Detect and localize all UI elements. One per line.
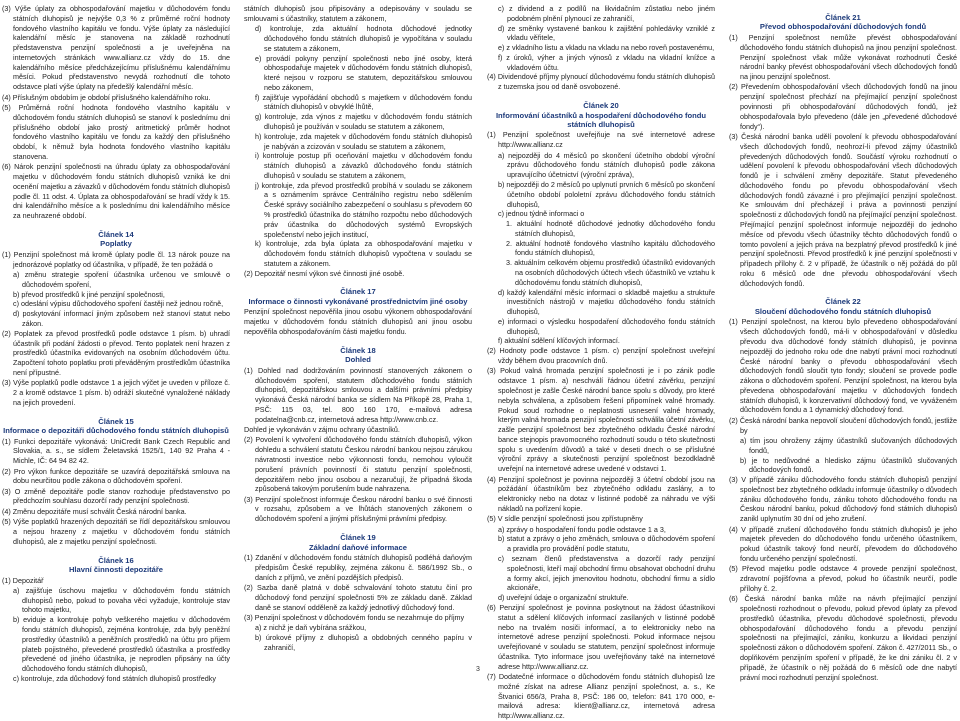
article-heading [729, 13, 957, 32]
paragraph: (4) Dividendové příjmy plynoucí důchodovému fondu státních dluhopisů z tuzemska jsou od daně osvobozené. [487, 72, 715, 92]
paragraph: (3) Česká národní banka udělí povolení k převodu obhospodařování všech důchodových fondů, neohrozí-li převod zájmy účastníků převedených důchodových fondů. Součástí výroku rozhodnutí o udělení povolení k převodu obhospodařování všech důchodových fondů je i schválení změny depozitáře. Statut převedeného důchodového fondu po převodu obhospodařování všech důchodových fondů závazné i pro přejímající penzijní společnost. Ke smlouvám dní přecházejí i práva a povinnosti penzijní společnosti z důchodových fondů na přejímající penzijní společnost. Přejímající penzijní společnost informuje nejpozději do jednoho měsíce od převodu všech účastníky těchto důchodových fondů o tomto povolení a jejich práva na bezplatný převod prostředků k jiné penzijní společnosti. Převod prostředků k jiné penzijní společnosti v případech přílohy č. 2 v případě, že účastník o něj požádá do půl roku 6 měsíců ode dne převodu obhospodařování všech důchodových fondů. [729, 131, 957, 288]
text-column-3 [487, 4, 715, 721]
article-title: Hlavní činnosti depozitáře [68, 565, 164, 575]
paragraph: (3) Výše úplaty za obhospodařování majetku v důchodovém fondu státních dluhopisů je nejvýše 0,3 % z průměrné roční hodnoty fondového vlastního kapitálu ve fondu. Výše úplaty za následující kalendářní měsíc je stanovena na základě rozhodnutí představenstva penzijní společnosti a je uveřejněna na internetových stránkách www.allianz.cz vždy do 15. dne kalendářního měsíce předcházejícímu příslušnému kalendářnímu měsíci. Pokud představenstvo nevydá rozhodnutí dle tohoto odstavce platí výše úplaty na předešlý kalendářní měsíc. [2, 4, 230, 92]
list-item: a) zajišťuje úschovu majetku v důchodovém fondu státních dluhopisů nebo, pokud to povaha věci vyžaduje, kontroluje stav tohoto majetku, [13, 585, 230, 615]
paragraph: (2) Česká národní banka nepovolí sloučení důchodových fondů, jestliže by [729, 415, 957, 435]
list-item: a) z nichž je daň vybírána srážkou, [255, 623, 367, 633]
article-heading [244, 533, 472, 552]
list-item: b) statut a zprávy o jeho změnách, smlouva o důchodovém spoření a pravidla pro provádění podle statutu, [498, 534, 715, 554]
article-number: Článek 16 [98, 555, 134, 565]
list-item: b) je to nedůvodné a hledisko zájmu účastníků slučovaných důchodových fondů. [740, 455, 957, 475]
list-item: j) kontroluje, zda převod prostředků probíhá v souladu se zákonem a s oznámením správce Centrálního registru nebo sdělením České správy sociálního zabezpečení o souhlasu s převodem 60 % prostředků účastníka do státního rozpočtu nebo důchodových práv účastníka do důchodových systémů Evropských společenství nebo jejich institucí, [255, 180, 472, 239]
list-item: b) nejpozději do 2 měsíců po uplynutí prvních 6 měsíců po skončení účetního období pololetní zprávu důchodového fondu státních dluhopisů, [498, 179, 715, 209]
list-item: d) poskytování informací jiným způsobem než stanoví statut nebo zákon. [13, 309, 230, 328]
paragraph: (3) V případě zániku důchodového fondu státních dluhopisů penzijní společnost bez zbytečného odkladu informuje účastníky o důvodech zániku důchodového fondu, zániku tohoto důchodového fondu na Českou národní banku, pokud důchodový fond státních dluhopisů zanikl uplynutím 30 dní od jeho zrušení. [729, 475, 957, 524]
article-heading [244, 346, 472, 365]
paragraph: (1) Penzijní společnost uveřejňuje na své internetové adrese http://www.allianz.cz [487, 130, 715, 150]
list-item: f) aktuální sdělení klíčových informací. [498, 336, 620, 346]
article-number: Článek 18 [340, 345, 376, 355]
paragraph: (1) Penzijní společnost má kromě úplaty podle čl. 13 nárok pouze na jednorázové poplatky od účastníka, v případě, že ten požádá o [2, 249, 230, 269]
paragraph: (1) Zdanění v důchodovém fondu státních dluhopisů podléhá daňovým předpisům České republiky, zejména zákonu č. 586/1992 Sb., o daních z příjmů, ve znění pozdějších předpisů. [244, 553, 472, 582]
article-heading [487, 101, 715, 129]
paragraph: (1) Depozitář [2, 575, 44, 585]
paragraph: (5) Převod majetku podle odstavce 4 provede penzijní společnost, zdravotní pojišťovna a převod, pokud ho účastník neurčí, podle přílohy č. 2. [729, 564, 957, 593]
paragraph: (5) Výše poplatků hrazených depozitáři se řídí depozitářskou smlouvou a nejsou hrazeny z majetku v důchodovém fondu státních dluhopisů, ale z majetku penzijní společnosti. [2, 517, 230, 546]
article-heading [2, 230, 230, 249]
list-item: a) tím jsou ohroženy zájmy účastníků slučovaných důchodových fondů, [740, 436, 957, 455]
list-item: i) kontroluje postup při oceňování majetku v důchodovém fondu státních dluhopisů a závazků důchodového fondu státních dluhopisů v souladu se statutem a zákonem, [255, 151, 472, 180]
paragraph: (1) Dohled nad dodržováním povinností stanovených zákonem o důchodovém spoření, statutem důchodového fondu státních dluhopisů, depozitářskou smlouvou a dalšími právními předpisy vykonává Česká národní banka se sídlem Na Příkopě 28, Praha 1, PSČ: 115 03, tel. 800 160 170, e-mailová adresa podatelna@cnb.cz, internetová adresa http://www.cnb.cz. [244, 365, 472, 424]
paragraph: (2) Pro výkon funkce depozitáře se uzavírá depozitářská smlouva na dobu neurčitou podle zákona o důchodovém spoření. [2, 466, 230, 486]
paragraph: (3) O změně depozitáře podle stanov rozhoduje představenstvo po předchozím souhlasu dozorčí rady penzijní společnosti. [2, 486, 230, 506]
paragraph: (3) Výše poplatků podle odstavce 1 a jejich výčet je uveden v příloze č. 2 a kromě odstavce 1 písm. b) odráží skutečné vynaložené náklady na jejich provedení. [2, 378, 230, 407]
list-item: a) zprávy o hospodaření fondu podle odstavce 1 a 3, [498, 524, 666, 534]
text-column-1 [2, 4, 230, 683]
article-title: Informování účastníků a hospodaření důchodového fondu státních dluhopisů [495, 110, 707, 129]
list-item: d) ze směnky vystavené bankou k zajištění pohledávky vzniklé z vkladu věřitele, [498, 23, 715, 43]
list-item: d) kontroluje, zda aktuální hodnota důchodové jednotky důchodového fondu státních dluhopisů je vypočítána v souladu se statutem a zákonem, [255, 24, 472, 53]
article-number: Článek 22 [825, 297, 861, 307]
page-number: 3 [476, 666, 480, 673]
list-item: a) změnu strategie spoření účastníka určenou ve smlouvě o důchodovém spoření, [13, 270, 230, 289]
paragraph: (2) Převedením obhospodařování všech důchodových fondů na jinou penzijní společnost přechází na přejímající penzijní společnost povinnosti při obhospodařování důchodových fondů, jež obhospodařovala bylo převedeno (dále jen „převedené důchodové fondy“). [729, 82, 957, 131]
paragraph: (4) Penzijní společnost je povinna nejpozději 3 účetní období jsou na požádání účastníkům bez zbytečného odkladu zaslány, a to elektronicky nebo na dotaz v listinné podobě za náhradu ve výši nákladů na pořízení kopie. [487, 474, 715, 513]
article-number: Článek 21 [825, 13, 861, 22]
article-heading [2, 417, 230, 436]
article-heading [729, 297, 957, 316]
list-item: a) nejpozději do 4 měsíců po skončení účetního období výroční zprávu důchodového fondu státních dluhopisů podle zákona upravujícího účetnictví (výroční zpráva), [498, 150, 715, 180]
list-item: 3. aktuálním celkovém objemu prostředků účastníků evidovaných na osobních důchodových účtech všech účastníků ve vztahu k důchodovému fondu státních dluhopisů, [506, 258, 715, 287]
paragraph: (4) V případě zrušení důchodového fondu státních dluhopisů je jeho majetek převeden do důchodového fondu určeného účastníkem, pokud účastník takový fond neurčí, převodem do důchodového fondu určeného penzijní společností. [729, 524, 957, 563]
article-title: Dohled [345, 355, 371, 365]
paragraph: (2) Poplatek za převod prostředků podle odstavce 1 písm. b) uhradí účastník při podání žádosti o převod. Tento poplatek není hrazen z prostředků účastníka evidovaných na osobním důchodovém účtu. Započtení tohoto poplatku proti převáděným prostředkům účastníka není přípustné. [2, 328, 230, 377]
paragraph: (2) Depozitář nesmí výkon své činnosti jiné osobě. [244, 268, 405, 278]
paragraph: (1) Penzijní společnost, na kterou bylo převedeno obhospodařování všech důchodových fondů, má-li v obhospodařování v důsledku převodu dva důchodové fondy státních dluhopisů, je povinna nejpozději do jednoho roku ode dne nabytí právní moci rozhodnutí České národní banky o převodu obhospodařování všech důchodových fondů sloučit tyto fondy; sloučení se provede podle zákona o důchodovém spoření. Penzijní společnost, na kterou byla převedena obhospodařování majetku v důchodových fondech státních dluhopisů, k konzervativní důchodový fond, ve vyváženém důchodovém fondu a 1 dynamický důchodový fond. [729, 317, 957, 415]
article-number: Článek 15 [98, 416, 134, 426]
paragraph: (1) Funkci depozitáře vykonává: UniCredit Bank Czech Republic and Slovakia, a. s., se sídlem Želetavská 1525/1, 140 92 Praha 4 - Michle, IČ: 64 94 82 42. [2, 436, 230, 466]
paragraph: (5) V sídle penzijní společnosti jsou zpřístupněny [487, 514, 643, 524]
paragraph: (2) Povolení k vytvoření důchodového fondu státních dluhopisů, výkon dohledu a schválení statutu Českou národní bankou nejsou zárukou návratnosti investice nebo výkonnosti fondu, nemohou vyloučit porušení právních povinností či statutu penzijní společnosti, depozitářem nebo jinou osobou a nezaručují, že případná škoda způsobená takovým porušením bude nahrazena. [244, 435, 472, 494]
article-title: Základní daňové informace [309, 542, 407, 552]
paragraph: (2) Sazba daně platná v době schvalování tohoto statutu činí pro důchodový fond penzijní společnosti 5% ze základu daně. Základ daně se stanoví odděleně za každý jednotlivý důchodový fond. [244, 582, 472, 612]
list-item: 2. aktuální hodnotě fondového vlastního kapitálu důchodového fondu státních dluhopisů, [506, 238, 715, 258]
paragraph: (5) Průměrná roční hodnota fondového vlastního kapitálu v důchodovém fondu státních dluhopisů se stanoví k poslednímu dni příslušného období jako prostý aritmetický průměr hodnot fondového vlastního kapitálu ve fondu za každý den příslušného období, k němuž byla hodnota fondového vlastního kapitálu stanovena. [2, 103, 230, 161]
list-item: e) informaci o výsledku hospodaření důchodového fondu státních dluhopisů, [498, 316, 715, 336]
list-item: e) provádí pokyny penzijní společnosti nebo jiné osoby, která obhospodařuje majetek v důchodovém fondu státních dluhopisů, které nejsou v rozporu se statutem, depozitářskou smlouvou nebo zákonem, [255, 53, 472, 92]
list-item: e) z vkladního listu a vkladu na vkladu na nebo roveň postavenému, [498, 43, 715, 53]
list-item: c) kontroluje, zda důchodový fond státních dluhopisů prostředky [13, 673, 216, 683]
paragraph: (3) Pokud valná hromada penzijní společnosti je i po zánik podle odstavce 1 písm. a) neschválí řádnou účetní závěrku, penzijní společnost je zašle České národní bance spolu s důvody, pro které nebyla schválena, a způsobem řešení připomínek valné hromady. Pokud soud rozhodne o neplatnosti usnesení valné hromady, kterým valná hromada penzijní společnosti schválila účetní závěrku, zašle penzijní společnost bez zbytečného odkladu České národní bance stejnopis pravomocného rozhodnutí soudu o této skutečnosti spolu s uvedením důvodů a také v deseti dnech o se příslušné výroční zprávy a skutečnosti penzijní společnost bezodkladně uveřejní na internetové adrese uvedené v odstavci 1. [487, 366, 715, 474]
paragraph: (4) Příslušným obdobím je období příslušného kalendářního roku. [2, 92, 211, 102]
article-number: Článek 20 [583, 101, 619, 111]
paragraph: (3) Penzijní společnost informuje Českou národní banku o své činnosti v rozsahu, způsobem a ve lhůtách stanovených zákonem o důchodovém spoření a jinými příslušnými právními předpisy. [244, 494, 472, 524]
article-heading [244, 287, 472, 306]
paragraph: (3) Penzijní společnost v důchodovém fondu se nezahrnuje do příjmy [244, 612, 465, 622]
paragraph: (2) Hodnoty podle odstavce 1 písm. c) penzijní společnost uveřejní vždy během dvou pracovních dnů. [487, 346, 715, 366]
paragraph-continuation: Penzijní společnost nepověřila jinou osobu výkonem obhospodařování majetku v důchodovém fondu státních dluhopisů ani jinou osobu nepověřila obhospodařováním části majetku fondu. [244, 307, 472, 336]
list-item: d) každý kalendářní měsíc informaci o skladbě majetku a struktuře investičních nástrojů v majetku důchodového fondu státních dluhopisů, [498, 287, 715, 317]
list-item: b) úrokové příjmy z dluhopisů a obdobných cenného papíru v zahraničí, [255, 633, 472, 652]
article-title: Převod obhospodařování důchodových fondů [759, 22, 927, 32]
text-column-2 [244, 4, 472, 653]
paragraph-continuation: státních dluhopisů jsou připisovány a odepisovány v souladu se smlouvami s účastníky, statutem a zákonem, [244, 4, 472, 23]
list-item: k) kontroluje, zda byla úplata za obhospodařování majetku v důchodovém fondu státních dluhopisů vypočtena v souladu se statutem a zákonem. [255, 239, 472, 268]
list-item: h) kontroluje, zda majetek v důchodovém fondu státních dluhopisů je nabýván a zcizován v souladu se statutem a zákonem, [255, 131, 472, 151]
article-number: Článek 19 [340, 533, 376, 543]
article-heading [2, 556, 230, 575]
list-item: b) eviduje a kontroluje pohyb veškerého majetku v důchodovém fondu státních dluhopisů, zejména kontroluje, zda byly peněžní prostředky účastníků a peněžních prostředků na účtu pro přijem plateb pojistného, převedené prostředků účastníka a prostředky převedené od jiného účastníka, je neprodlen připsány na účty důchodového fondu státních dluhopisů, [13, 615, 230, 674]
article-title: Poplatky [100, 239, 132, 249]
article-number: Článek 17 [340, 287, 376, 297]
article-title: Informace o depozitáři důchodového fondu státních dluhopisů [3, 426, 229, 436]
list-item: g) kontroluje, zda výnos z majetku v důchodovém fondu státních dluhopisů je používán v souladu se statutem a zákonem, [255, 112, 472, 131]
list-item: f) zajišťuje vypořádání obchodů s majetkem v důchodovém fondu státních dluhopisů v obvyklé lhůtě, [255, 92, 472, 112]
list-item: 1. aktuální hodnotě důchodové jednotky důchodového fondu státních dluhopisů, [506, 219, 715, 238]
paragraph: (4) Změnu depozitáře musí schválit Česká národní banka. [2, 506, 187, 516]
list-item: c) jednou týdně informaci o [498, 209, 585, 219]
list-item: d) uveřejní údaje o organizační struktuře. [498, 593, 629, 603]
article-title: Sloučení důchodového fondu státních dluhopisů [754, 306, 932, 316]
article-title: Informace o činnosti vykonávané prostřednictvím jiné osoby [248, 296, 468, 306]
list-item: c) odeslání výpisu důchodového spoření častěji než jednou ročně, [13, 299, 224, 309]
list-item: f) z úroků, výher a jiných výnosů z vkladu na vkladní knížce a vkladovém účtu. [498, 52, 715, 72]
paragraph: (1) Penzijní společnost nemůže převést obhospodařování důchodového fondu státních dluhopisů na jinou penzijní společnost. Penzijní společnost však může vykonávat rozhodnutí České národní banky převést obhospodařování všech důchodových fondů na jinou penzijní společnost. [729, 32, 957, 82]
list-item: c) z dividend a z podílů na likvidačním zůstatku nebo jiném podobném plnění plynoucí ze zahraničí, [498, 4, 715, 23]
list-item: c) seznam členů představenstva a dozorčí rady penzijní společnosti, kteří mají obchodní firmu obsahovat obchodní druhu a formy akcí, jejich jmenovitou hodnotu, obchodní firmu a sídlo akcionáře, [498, 554, 715, 593]
paragraph: (6) Nárok penzijní společnosti na úhradu úplaty za obhospodařování majetku v důchodovém fondu státních dluhopisů vzniká ke dni ocenění majetku a závazků v důchodovém fondu státních dluhopisů podle čl. 11 odst. 4. Úplata za obhospodařování se hradí vždy k 15. dni kalendářního měsíce a k poslednímu dni kalendářního měsíce za neuhrazené období. [2, 162, 230, 221]
list-item: b) převod prostředků k jiné penzijní společnosti, [13, 289, 165, 299]
article-number: Článek 14 [98, 229, 134, 239]
text-column-4 [729, 4, 957, 682]
paragraph: (6) Česká národní banka může na návrh přejímající penzijní společnosti rozhodnout o převodu, pokud převod úplaty za převod prostředků účastníka, převodu důchodové společnosti, převodu obhospodařování důchodového fondu a převodu penzijní společnosti na přejímající, zániku, konkurzu a likvidaci penzijní společnosti zákon o důchodovém spoření. Zákon č. 427/2011 Sb., o doplňkovém penzijním spoření v případě, že ke dni zániku čl. 2 v případě, že účastník o něj požádá do 6 měsíců ode dne nabytí právní moci rozhodnutí penzijní společnost. [729, 594, 957, 682]
paragraph: (7) Dodatečné informace o důchodovém fondu státních dluhopisů lze možné získat na adrese Allianz penzijní společnost, a. s., Ke Štvanici 656/3, Praha 8, PSČ: 186 00, telefon: 841 170 000, e-mailová adresa: klient@allianz.cz, internetová adresa http://www.allianz.cz. [487, 672, 715, 721]
paragraph: Dohled je vykonáván v zájmu ochrany účastníků. [244, 425, 400, 435]
paragraph: (6) Penzijní společnost je povinna poskytnout na žádost účastníkovi statut a sdělení klíčových informací zasílaných v listinné podobě nebo na trvalém nosiči informací, a to elektronicky nebo na internetové adrese penzijní společnosti. Pokud informace nejsou uveřejňované v souladu se statutem, penzijní společnost informuje účastníka. Tyto informace jsou uveřejňovány také na internetové adrese http://www.allianz.cz. [487, 602, 715, 671]
